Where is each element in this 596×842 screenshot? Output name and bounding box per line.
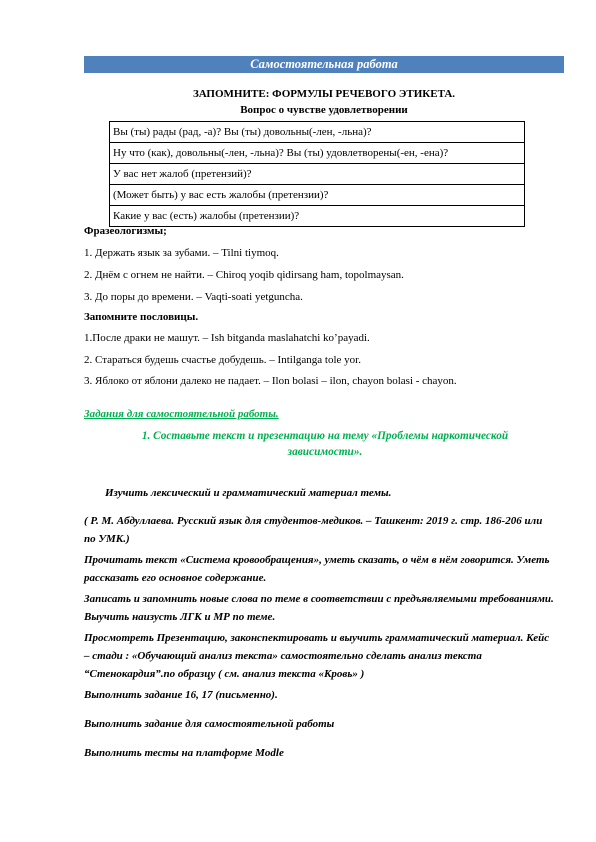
table-row — [110, 206, 525, 227]
section-banner: Самостоятельная работа — [84, 56, 564, 73]
table-row — [110, 185, 525, 206]
phraseologism-item: 1. Держать язык за зубами. – Tilni tiymoq. — [84, 247, 279, 259]
table-row — [110, 143, 525, 164]
proverb-item: 1.После драки не машут. – Ish bitganda maslahatchi ko’payadi. — [84, 332, 370, 344]
etiquette-table — [109, 121, 525, 227]
subheading: Вопрос о чувстве удовлетворении — [240, 104, 408, 116]
table-cell: Вы (ты) рады (рад, -а)? Вы (ты) довольны(-лен, -льна)? — [110, 122, 525, 143]
proverbs-title: Запомните пословицы. — [84, 311, 199, 323]
instruction-reference: ( Р. М. Абдуллаева. Русский язык для студентов-медиков. – Ташкент: 2019 г. стр. 186-206 или по УМК.) — [84, 515, 543, 545]
table-cell: Ну что (как), довольны(-лен, -льна)? Вы (ты) удовлетворены(-ен, -ена)? — [110, 143, 525, 164]
instruction-tests: Выполнить тесты на платформе Modle — [84, 747, 284, 759]
instruction-vocabulary: Записать и запомнить новые слова по теме в соответствии с предъявляемыми требованиями. Выучить наизусть ЛГК и МР по теме. — [84, 593, 554, 623]
tasks-title: Задания для самостоятельной работы. — [84, 408, 279, 420]
instruction-exercise: Выполнить задание 16, 17 (письменно). — [84, 689, 278, 701]
instruction-study: Изучить лексический и грамматический материал темы. — [105, 487, 392, 499]
table-cell: Какие у вас (есть) жалобы (претензии)? — [110, 206, 525, 227]
table-row — [110, 122, 525, 143]
instruction-presentation: Просмотреть Презентацию, законспектировать и выучить грамматический материал. Кейс – стади : «Обучающий анализ текста» самостоятельно сделать анализ текста “Стенокардия”.по образцу ( см. анализ текста «Кровь» ) — [84, 632, 550, 680]
phraseologism-item: 3. До поры до времени. – Vaqti-soati yetguncha. — [84, 291, 303, 303]
table-cell: (Может быть) у вас есть жалобы (претензии)? — [110, 185, 525, 206]
phraseologism-item: 2. Днём с огнем не найти. – Chiroq yoqib qidirsang ham, topolmaysan. — [84, 269, 404, 281]
instruction-read-text: Прочитать текст «Система кровообращения», уметь сказать, о чём в нём говорится. Уметь рассказать его основное содержание. — [84, 554, 550, 584]
proverb-item: 3. Яблоко от яблони далеко не падает. – Ilon bolasi – ilon, chayon bolasi - chayon. — [84, 375, 457, 387]
table-row — [110, 164, 525, 185]
instruction-independent-work: Выполнить задание для самостоятельной работы — [84, 718, 335, 730]
heading: ЗАПОМНИТЕ: ФОРМУЛЫ РЕЧЕВОГО ЭТИКЕТА. — [192, 88, 456, 100]
proverb-item: 2. Стараться будешь счастье добудешь. – Intilganga tole yor. — [84, 354, 361, 366]
task-1: 1. Составьте текст и презентацию на тему «Проблемы наркотической зависимости». — [141, 430, 509, 458]
phraseologisms-title: Фразеологизмы; — [84, 225, 167, 237]
table-cell: У вас нет жалоб (претензий)? — [110, 164, 525, 185]
